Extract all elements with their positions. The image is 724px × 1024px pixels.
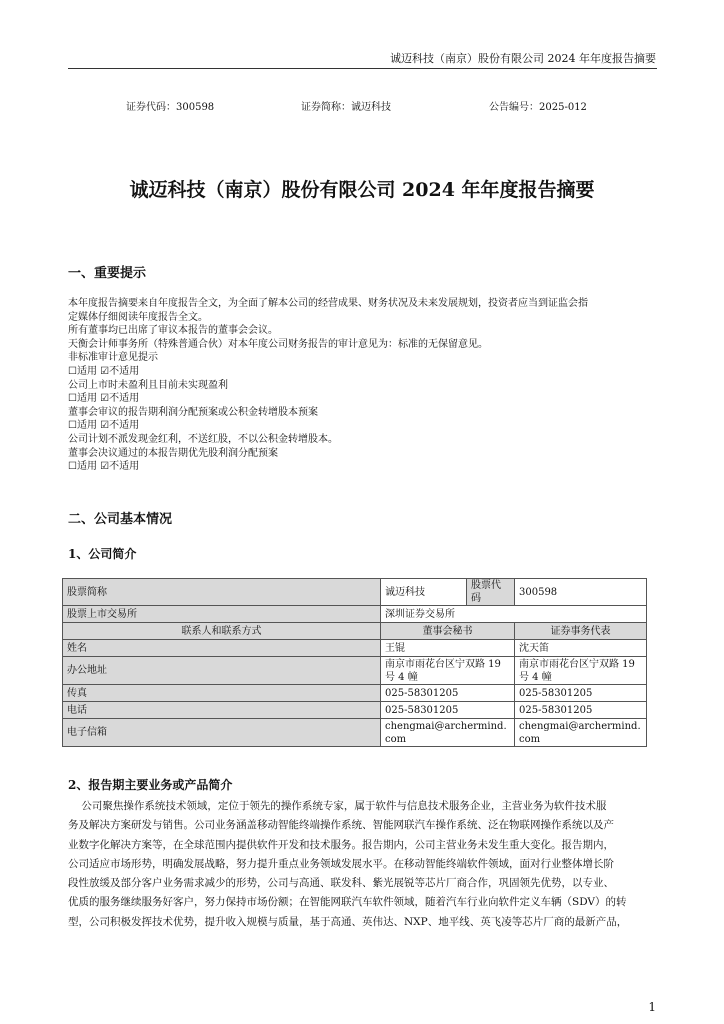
table-row [63, 579, 647, 606]
cell-value: 南京市雨花台区宁双路 19 号 4 幢 [381, 657, 515, 685]
cell-label: 姓名 [63, 640, 381, 657]
notes-line: 所有董事均已出席了审议本报告的董事会会议。 [68, 325, 278, 337]
section-important-notes-heading: 一、重要提示 [68, 266, 147, 281]
security-abbreviation: 证券简称：诚迈科技 [301, 102, 391, 113]
cell-value: 王锟 [381, 640, 515, 657]
section-company-basics-heading: 二、公司基本情况 [68, 512, 173, 527]
cell-label: 董事会秘书 [381, 623, 515, 640]
notes-line: 本年度报告摘要来自年度报告全文，为全面了解本公司的经营成果、财务状况及未来发展规划，投资者应当到证监会指 [68, 298, 588, 309]
document-title: 诚迈科技（南京）股份有限公司 2024 年年度报告摘要 [129, 179, 595, 201]
main-business-paragraph [68, 797, 658, 932]
notes-line: 非标准审计意见提示 [68, 352, 158, 364]
cell-label: 股票上市交易所 [63, 606, 381, 623]
cell-value: chengmai@archermind.com [515, 719, 647, 747]
cell-value: 025-58301205 [381, 702, 515, 719]
table-row [63, 719, 647, 747]
cell-label: 股票简称 [63, 579, 381, 606]
cell-value: 沈天笛 [515, 640, 647, 657]
table-row [63, 685, 647, 702]
paragraph-line: 务及解决方案研发与销售。公司业务涵盖移动智能终端操作系统、智能网联汽车操作系统、泛在物联网操作系统以及产 [68, 819, 614, 832]
main-business-heading: 2、报告期主要业务或产品简介 [68, 778, 233, 792]
paragraph-line: 业数字化解决方案等，在全球范围内提供软件开发和技术服务。报告期内，公司主营业务未发生重大变化。报告期内， [68, 838, 614, 851]
applicability-checkbox: ☐适用 ☑不适用 [68, 393, 140, 405]
security-code: 证券代码：300598 [126, 102, 215, 113]
cell-value: 深圳证券交易所 [381, 606, 647, 623]
notes-line: 董事会决议通过的本报告期优先股利润分配预案 [68, 447, 278, 459]
cell-label: 联系人和联系方式 [63, 623, 381, 640]
notes-line: 公司计划不派发现金红利，不送红股，不以公积金转增股本。 [68, 433, 338, 445]
cell-value: 南京市雨花台区宁双路 19 号 4 幢 [515, 657, 647, 685]
table-row [63, 640, 647, 657]
paragraph-line: 公司适应市场形势，明确发展战略，努力提升重点业务领域发展水平。在移动智能终端软件领域，面对行业整体增长阶 [68, 857, 614, 870]
applicability-checkbox: ☐适用 ☑不适用 [68, 461, 140, 473]
cell-label: 办公地址 [63, 657, 381, 685]
important-notes-block [68, 297, 658, 474]
cell-value: 025-58301205 [381, 685, 515, 702]
cell-value: 025-58301205 [515, 702, 647, 719]
paragraph-line: 优质的服务继续服务好客户，努力保持市场份额；在智能网联汽车软件领域，随着汽车行业向软件定义车辆（SDV）的转 [68, 896, 627, 909]
table-row [63, 606, 647, 623]
running-header: 诚迈科技（南京）股份有限公司 2024 年年度报告摘要 [390, 52, 656, 65]
cell-value: 诚迈科技 [381, 579, 467, 606]
cell-label: 电话 [63, 702, 381, 719]
cell-value: 025-58301205 [515, 685, 647, 702]
table-row [63, 702, 647, 719]
cell-value: 300598 [515, 579, 647, 606]
notes-line: 天衡会计师事务所（特殊普通合伙）对本年度公司财务报告的审计意见为：标准的无保留意见。 [68, 338, 488, 350]
notes-line: 定媒体仔细阅读年度报告全文。 [68, 311, 208, 323]
cell-label: 股票代码 [467, 579, 515, 606]
table-row [63, 657, 647, 685]
notes-line: 董事会审议的报告期利润分配预案或公积金转增股本预案 [68, 406, 318, 418]
cell-label: 证券事务代表 [515, 623, 647, 640]
cell-label: 传真 [63, 685, 381, 702]
applicability-checkbox: ☐适用 ☑不适用 [68, 420, 140, 432]
table-row [63, 623, 647, 640]
paragraph-line: 段性放缓及部分客户业务需求减少的形势，公司与高通、联发科、紫光展锐等芯片厂商合作，巩固领先优势，以专业、 [68, 877, 614, 890]
paragraph-line: 公司聚焦操作系统技术领域，定位于领先的操作系统专家，属于软件与信息技术服务企业，主营业务为软件技术服 [68, 800, 607, 812]
page-number: 1 [648, 1000, 656, 1014]
header-divider [68, 68, 657, 69]
cell-value: chengmai@archermind.com [381, 719, 515, 747]
company-profile-heading: 1、公司简介 [68, 547, 137, 561]
notes-line: 公司上市时未盈利且目前未实现盈利 [68, 379, 228, 391]
notice-number: 公告编号：2025-012 [489, 102, 587, 113]
paragraph-line: 型，公司积极发挥技术优势，提升收入规模与质量，基于高通、英伟达、NXP、地平线、英飞凌等芯片厂商的最新产品， [68, 915, 628, 928]
cell-label: 电子信箱 [63, 719, 381, 747]
applicability-checkbox: ☐适用 ☑不适用 [68, 365, 140, 377]
company-profile-table [62, 578, 647, 747]
